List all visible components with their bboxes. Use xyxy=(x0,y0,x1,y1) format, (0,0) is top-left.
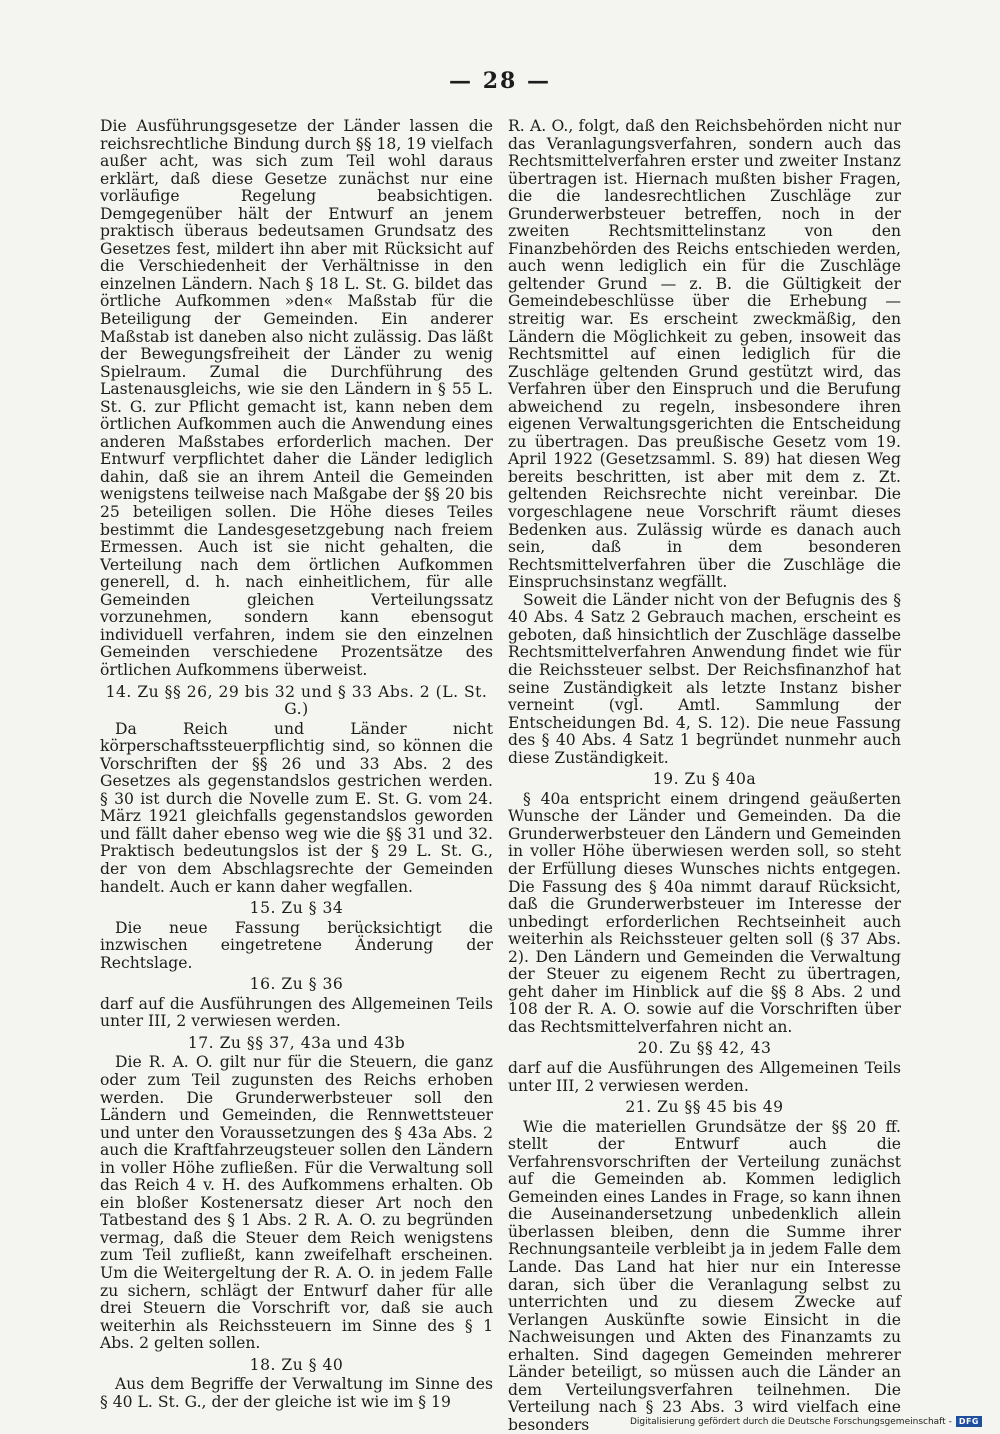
right-column xyxy=(508,118,901,1434)
paragraph: Wie die materiellen Grundsätze der §§ 20 ff. stellt der Entwurf auch die Verfahrensvorschriften der Verteilung zunächst auf die Gemeinden ab. Kommen lediglich Gemeinden eines Landes in Frage, so kann ihnen die Auseinandersetzung unbedenklich allein überlassen bleiben, denn die Summe ihrer Rechnungsanteile verbleibt ja in jedem Falle dem Lande. Das Land hat hier nur ein Interesse daran, sich über die Veranlagung selbst zu unterrichten und zu diesem Zwecke auf Verlangen Auskünfte sowie Einsicht in die Nachweisungen und Akten des Finanzamts zu erhalten. Sind dagegen Gemeinden mehrerer Länder beteiligt, so müssen auch die Länder an dem Verteilungsverfahren teilnehmen. Die Verteilung nach § 23 Abs. 3 wird vielfach eine besonders xyxy=(508,1117,901,1434)
section-heading: 18. Zu § 40 xyxy=(249,1355,344,1374)
left-column xyxy=(100,118,493,1411)
paragraph: R. A. O., folgt, daß den Reichsbehörden nicht nur das Veranlagungsverfahren, sondern auch das Rechtsmittelverfahren erster und zweiter Instanz übertragen ist. Hiernach mußten bisher Fragen, die die landesrechtlichen Zuschläge zur Grunderwerbsteuer betreffen, noch in der zweiten Rechtsmittelinstanz von den Finanzbehörden des Reichs entschieden werden, auch wenn lediglich ein für die Zuschläge geltender Grund — z. B. die Gültigkeit der Gemeindebeschlüsse über die Erhebung — streitig war. Es erscheint zweckmäßig, den Ländern die Möglichkeit zu geben, insoweit das Rechtsmittel auf einen lediglich für die Zuschläge geltenden Grund gestützt wird, das Verfahren über den Einspruch und die Berufung abweichend zu regeln, insbesondere ihren eigenen Verwaltungsgerichten die Entscheidung zu übertragen. Das preußische Gesetz vom 19. April 1922 (Gesetzsamml. S. 89) hat diesen Weg bereits beschritten, ist aber mit dem z. Zt. geltenden Reichsrechte nicht vereinbar. Die vorgeschlagene neue Vorschrift räumt dieses Bedenken aus. Zulässig würde es danach auch sein, daß in dem besonderen Rechtsmittelverfahren über die Zuschläge die Einspruchsinstanz wegfällt. xyxy=(508,117,901,592)
footer xyxy=(630,1416,982,1427)
paragraph: Die Ausführungsgesetze der Länder lassen die reichsrechtliche Bindung durch §§ 18, 19 vielfach außer acht, was sich zum Teil wohl daraus erklärt, daß diese Gesetze zunächst nur eine vorläufige Regelung beabsichtigen. Demgegenüber hält der Entwurf an jenem praktisch überaus bedeutsamen Grundsatz des Gesetzes fest, mildert ihn aber mit Rücksicht auf die Verschiedenheit der Verhältnisse in den einzelnen Ländern. Nach § 18 L. St. G. bildet das örtliche Aufkommen »den« Maßstab für die Beteiligung der Gemeinden. Ein anderer Maßstab ist daneben also nicht zulässig. Das läßt der Bewegungsfreiheit der Länder zu wenig Spielraum. Zumal die Durchführung des Lastenausgleichs, wie sie den Ländern in § 55 L. St. G. zur Pflicht gemacht ist, kann neben dem örtlichen Aufkommen auch die Anwendung eines anderen Maßstabes erforderlich machen. Der Entwurf verpflichtet daher die Länder lediglich dahin, daß sie an ihrem Anteil die Gemeinden wenigstens teilweise nach Maßgabe der §§ 20 bis 25 beteiligen sollen. Die Höhe dieses Teiles bestimmt die Landesgesetzgebung nach freiem Ermessen. Auch ist sie nicht gehalten, die Verteilung nach dem örtlichen Aufkommen generell, d. h. nach einheitlichem, für alle Gemeinden gleichen Verteilungssatz vorzunehmen, sondern kann ebensogut individuell verfahren, indem sie den einzelnen Gemeinden verschiedene Prozentsätze des örtlichen Aufkommens überweist. xyxy=(100,117,493,679)
paragraph: Da Reich und Länder nicht körperschaftssteuerpflichtig sind, so können die Vorschriften der §§ 26 und 33 Abs. 2 des Gesetzes als gegenstandslos gestrichen werden. § 30 ist durch die Novelle zum E. St. G. vom 24. März 1921 gleichfalls gegenstandslos geworden und fällt daher ebenso weg wie die §§ 31 und 32. Praktisch bedeutungslos ist der § 29 L. St. G., der von dem Abschlagsrechte der Gemeinden handelt. Auch er kann daher wegfallen. xyxy=(100,719,493,896)
section-heading: 15. Zu § 34 xyxy=(249,899,344,918)
paragraph: § 40a entspricht einem dringend geäußerten Wunsche der Länder und Gemeinden. Da die Grunderwerbsteuer den Ländern und Gemeinden in voller Höhe überwiesen werden soll, so steht der Erfüllung dieses Wunsches nichts entgegen. Die Fassung des § 40a nimmt darauf Rücksicht, daß die Grunderwerbsteuer im Interesse der unbedingt erforderlichen Rechtseinheit auch weiterhin als Reichssteuer gelten soll (§ 37 Abs. 2). Den Ländern und Gemeinden die Verwaltung der Steuer zu eigenem Recht zu übertragen, geht daher im Hinblick auf die §§ 8 Abs. 2 und 108 der R. A. O. sowie auf die Vorschriften über das Rechtsmittelverfahren nicht an. xyxy=(508,789,901,1036)
paragraph: Aus dem Begriffe der Verwaltung im Sinne des § 40 L. St. G., der der gleiche ist wie im § 19 xyxy=(100,1375,493,1411)
paragraph: darf auf die Ausführungen des Allgemeinen Teils unter III, 2 verwiesen werden. xyxy=(100,994,493,1031)
page-number: — 28 — xyxy=(449,68,551,94)
paragraph: darf auf die Ausführungen des Allgemeinen Teils unter III, 2 verwiesen werden. xyxy=(508,1058,901,1095)
section-heading: 21. Zu §§ 45 bis 49 xyxy=(625,1098,784,1117)
section-heading: 14. Zu §§ 26, 29 bis 32 und § 33 Abs. 2 (L. St. G.) xyxy=(105,682,488,719)
paragraph: Die neue Fassung berücksichtigt die inzwischen eingetretene Änderung der Rechtslage. xyxy=(100,918,493,972)
paragraph: Soweit die Länder nicht von der Befugnis des § 40 Abs. 4 Satz 2 Gebrauch machen, erscheint es geboten, daß hinsichtlich der Zuschläge dasselbe Rechtsmittelverfahren Anwendung findet wie für die Reichssteuer selbst. Der Reichsfinanzhof hat seine Zuständigkeit als letzte Instanz bisher verneint (vgl. Amtl. Sammlung der Entscheidungen Bd. 4, S. 12). Die neue Fassung des § 40 Abs. 4 Satz 1 begründet nunmehr auch diese Zuständigkeit. xyxy=(508,590,901,767)
dfg-logo: DFG xyxy=(956,1416,982,1427)
footer-text: Digitalisierung gefördert durch die Deutsche Forschungsgemeinschaft - xyxy=(629,1416,952,1427)
section-heading: 19. Zu § 40a xyxy=(652,770,757,789)
section-heading: 20. Zu §§ 42, 43 xyxy=(637,1039,772,1058)
section-heading: 16. Zu § 36 xyxy=(249,975,344,994)
section-heading: 17. Zu §§ 37, 43a und 43b xyxy=(187,1033,406,1052)
paragraph: Die R. A. O. gilt nur für die Steuern, die ganz oder zum Teil zugunsten des Reichs erhoben werden. Die Grunderwerbsteuer soll den Ländern und Gemeinden, die Rennwettsteuer und unter den Voraussetzungen des § 43a Abs. 2 auch die Kraftfahrzeugsteuer sollen den Ländern in voller Höhe zufließen. Für die Verwaltung soll das Reich 4 v. H. des Aufkommens erhalten. Ob ein bloßer Kostenersatz dieser Art noch den Tatbestand des § 1 Abs. 2 R. A. O. zu begründen vermag, daß die Steuer dem Reich wenigstens zum Teil zufließt, kann zweifelhaft erscheinen. Um die Weitergeltung der R. A. O. in jedem Falle zu sichern, schlägt der Entwurf daher für alle drei Steuern die Vorschrift vor, daß sie auch weiterhin als Reichssteuern im Sinne des § 1 Abs. 2 gelten sollen. xyxy=(100,1053,493,1353)
